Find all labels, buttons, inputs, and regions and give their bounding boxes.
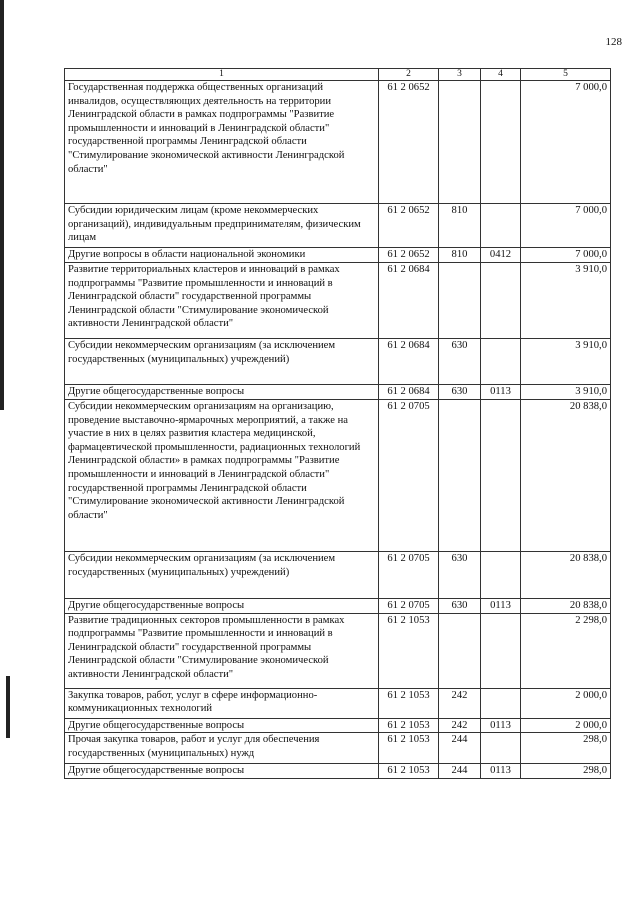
table-row <box>65 718 611 733</box>
row-amount: 2 000,0 <box>521 688 611 718</box>
table-row <box>65 599 611 614</box>
table-row <box>65 764 611 779</box>
row-amount: 2 000,0 <box>521 718 611 733</box>
row-code: 61 2 0705 <box>379 552 439 599</box>
table-row <box>65 552 611 599</box>
row-section <box>481 552 521 599</box>
table-header-row <box>65 69 611 81</box>
row-name: Развитие территориальных кластеров и инноваций в рамках подпрограммы "Развитие промышленности и инноваций в Ленинградской области" государственной программы Ленинградской области "Стимулирование экономической активности Ленинградской области" <box>65 263 379 339</box>
row-name: Закупка товаров, работ, услуг в сфере информационно-коммуникационных технологий <box>65 688 379 718</box>
row-amount: 298,0 <box>521 733 611 764</box>
row-name: Субсидии некоммерческим организациям (за исключением государственных (муниципальных) учреждений) <box>65 552 379 599</box>
column-header-code: 2 <box>379 69 439 81</box>
row-code: 61 2 1053 <box>379 764 439 779</box>
row-name: Государственная поддержка общественных организаций инвалидов, осуществляющих деятельность на территории Ленинградской области в рамках подпрограммы "Развитие промышленности и инноваций в Ленинградской области" государственной программы Ленинградской области "Стимулирование экономической активности Ленинградской области" <box>65 81 379 204</box>
column-header-section: 4 <box>481 69 521 81</box>
row-kind <box>439 613 481 688</box>
row-code: 61 2 0652 <box>379 81 439 204</box>
row-name: Субсидии юридическим лицам (кроме некоммерческих организаций), индивидуальным предпринимателям, физическим лицам <box>65 204 379 248</box>
row-section <box>481 613 521 688</box>
table-row <box>65 248 611 263</box>
row-name: Развитие традиционных секторов промышленности в рамках подпрограммы "Развитие промышленности и инноваций в Ленинградской области" государственной программы Ленинградской области "Стимулирование экономической активности Ленинградской области" <box>65 613 379 688</box>
row-kind: 242 <box>439 688 481 718</box>
row-code: 61 2 0705 <box>379 599 439 614</box>
row-amount: 7 000,0 <box>521 81 611 204</box>
row-section: 0412 <box>481 248 521 263</box>
row-kind: 244 <box>439 733 481 764</box>
table-row <box>65 81 611 204</box>
row-section <box>481 688 521 718</box>
row-code: 61 2 0705 <box>379 400 439 552</box>
table-row <box>65 688 611 718</box>
row-name: Субсидии некоммерческим организациям (за исключением государственных (муниципальных) учреждений) <box>65 339 379 385</box>
row-kind <box>439 400 481 552</box>
row-kind: 242 <box>439 718 481 733</box>
row-section: 0113 <box>481 764 521 779</box>
row-amount: 20 838,0 <box>521 400 611 552</box>
row-kind: 630 <box>439 385 481 400</box>
table-row <box>65 733 611 764</box>
row-kind: 630 <box>439 599 481 614</box>
row-kind: 630 <box>439 339 481 385</box>
row-amount: 3 910,0 <box>521 385 611 400</box>
page-number: 128 <box>605 36 622 48</box>
row-section <box>481 400 521 552</box>
row-code: 61 2 0684 <box>379 339 439 385</box>
row-amount: 3 910,0 <box>521 339 611 385</box>
row-name: Субсидии некоммерческим организациям на организацию, проведение выставочно-ярмарочных мероприятий, а также на участие в них в целях развития кластера медицинской, фармацевтической промышленности, радиационных технологий Ленинградской области» в рамках подпрограммы "Развитие промышленности и инноваций в Ленинградской области" государственной программы Ленинградской области "Стимулирование экономической активности Ленинградской области" <box>65 400 379 552</box>
row-code: 61 2 0684 <box>379 385 439 400</box>
row-amount: 7 000,0 <box>521 204 611 248</box>
row-name: Другие общегосударственные вопросы <box>65 718 379 733</box>
column-header-amount: 5 <box>521 69 611 81</box>
row-amount: 20 838,0 <box>521 552 611 599</box>
scan-edge-mark-top <box>0 0 4 410</box>
column-header-name: 1 <box>65 69 379 81</box>
row-code: 61 2 0652 <box>379 204 439 248</box>
row-section <box>481 339 521 385</box>
table-row <box>65 339 611 385</box>
row-kind: 810 <box>439 204 481 248</box>
row-kind: 810 <box>439 248 481 263</box>
table-row <box>65 204 611 248</box>
row-name: Другие общегосударственные вопросы <box>65 599 379 614</box>
table-row <box>65 613 611 688</box>
row-name: Прочая закупка товаров, работ и услуг для обеспечения государственных (муниципальных) нужд <box>65 733 379 764</box>
row-name: Другие общегосударственные вопросы <box>65 764 379 779</box>
table-row <box>65 385 611 400</box>
row-code: 61 2 1053 <box>379 718 439 733</box>
row-amount: 2 298,0 <box>521 613 611 688</box>
row-section: 0113 <box>481 599 521 614</box>
row-kind: 244 <box>439 764 481 779</box>
table-row <box>65 400 611 552</box>
row-kind <box>439 263 481 339</box>
row-section: 0113 <box>481 385 521 400</box>
budget-table <box>64 68 611 779</box>
column-header-kind: 3 <box>439 69 481 81</box>
row-amount: 20 838,0 <box>521 599 611 614</box>
row-section <box>481 81 521 204</box>
row-code: 61 2 0684 <box>379 263 439 339</box>
table-row <box>65 263 611 339</box>
row-kind: 630 <box>439 552 481 599</box>
row-section: 0113 <box>481 718 521 733</box>
row-section <box>481 263 521 339</box>
row-kind <box>439 81 481 204</box>
row-code: 61 2 1053 <box>379 613 439 688</box>
row-section <box>481 733 521 764</box>
row-code: 61 2 0652 <box>379 248 439 263</box>
row-amount: 3 910,0 <box>521 263 611 339</box>
row-code: 61 2 1053 <box>379 733 439 764</box>
scan-edge-mark-middle <box>6 676 10 738</box>
row-name: Другие общегосударственные вопросы <box>65 385 379 400</box>
row-code: 61 2 1053 <box>379 688 439 718</box>
row-name: Другие вопросы в области национальной экономики <box>65 248 379 263</box>
row-amount: 7 000,0 <box>521 248 611 263</box>
row-amount: 298,0 <box>521 764 611 779</box>
row-section <box>481 204 521 248</box>
